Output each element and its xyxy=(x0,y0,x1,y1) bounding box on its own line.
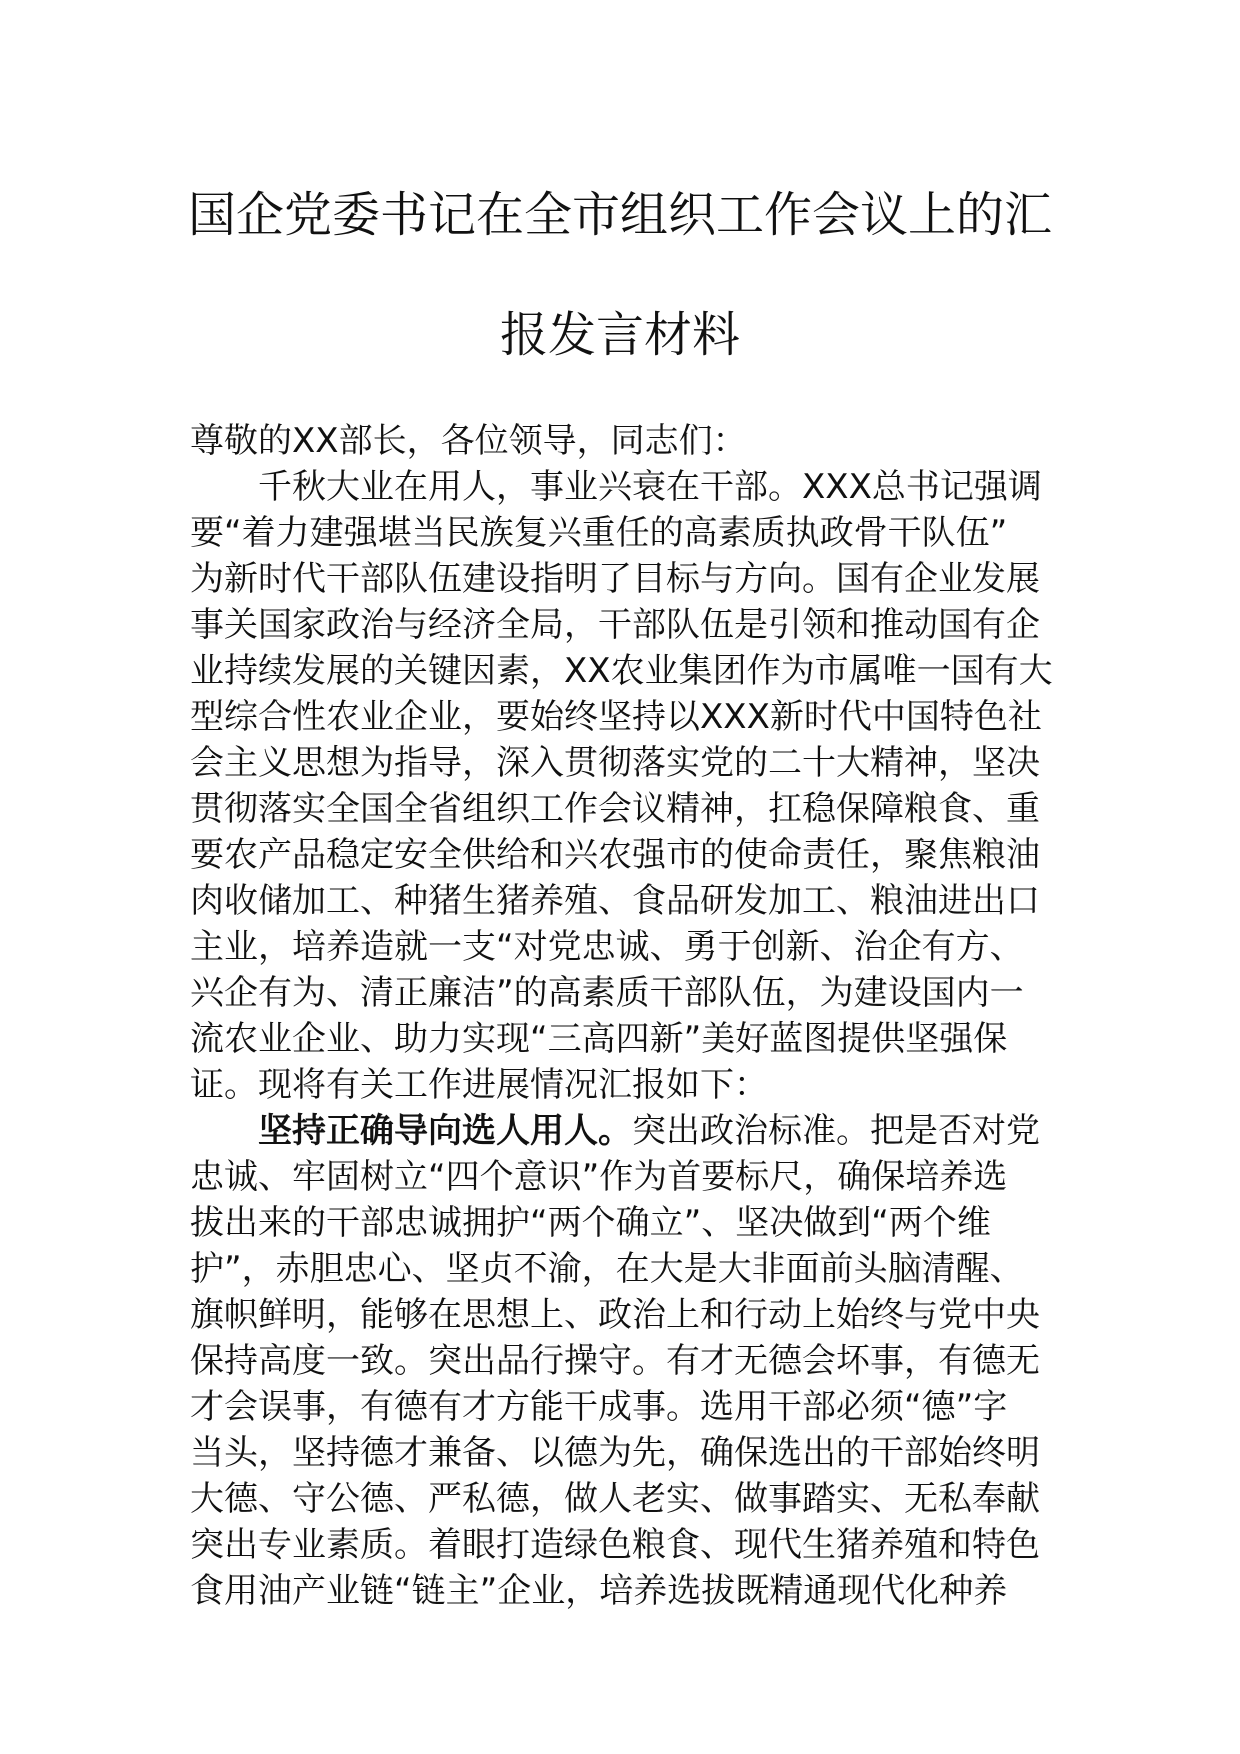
paragraph-line: 才会误事，有德有才方能干成事。选用干部必须“德”字 xyxy=(190,1387,1008,1427)
paragraph-line: 食用油产业链“链主”企业，培养选拔既精通现代化种养 xyxy=(190,1571,1008,1611)
paragraph-line: 事关国家政治与经济全局，干部队伍是引领和推动国有企 xyxy=(190,605,1040,645)
paragraph-line: 忠诚、牢固树立“四个意识”作为首要标尺，确保培养选 xyxy=(190,1157,1008,1197)
paragraph-line: 大德、守公德、严私德，做人老实、做事踏实、无私奉献 xyxy=(190,1479,1040,1519)
paragraph-line: 拔出来的干部忠诚拥护“两个确立”、坚决做到“两个维 xyxy=(190,1203,991,1243)
paragraph-line: 兴企有为、清正廉洁”的高素质干部队伍，为建设国内一 xyxy=(190,973,1024,1013)
section-1 xyxy=(190,1108,1060,1614)
paragraph-line: 主业，培养造就一支“对党忠诚、勇于创新、治企有方、 xyxy=(190,927,1024,967)
paragraph-line: 流农业企业、助力实现“三高四新”美好蓝图提供坚强保 xyxy=(190,1019,1008,1059)
paragraph-line: 护”，赤胆忠心、坚贞不渝，在大是大非面前头脑清醒、 xyxy=(190,1249,1024,1289)
paragraph-line: 业持续发展的关键因素，XX农业集团作为市属唯一国有大 xyxy=(190,651,1053,691)
section-1-first-line xyxy=(190,1108,1060,1154)
paragraph-line: 为新时代干部队伍建设指明了目标与方向。国有企业发展 xyxy=(190,559,1040,599)
document-body xyxy=(190,418,1060,1614)
paragraph-line: 突出专业素质。着眼打造绿色粮食、现代生猪养殖和特色 xyxy=(190,1525,1040,1565)
paragraph-line: 旗帜鲜明，能够在思想上、政治上和行动上始终与党中央 xyxy=(190,1295,1040,1335)
section-1-first-line-text: 突出政治标准。把是否对党 xyxy=(632,1111,1040,1151)
salutation: 尊敬的XX部长，各位领导，同志们： xyxy=(190,421,747,461)
paragraph-line: 保持高度一致。突出品行操守。有才无德会坏事，有德无 xyxy=(190,1341,1040,1381)
document-title-line-1: 国企党委书记在全市组织工作会议上的汇 xyxy=(187,187,1052,243)
paragraph-line: 千秋大业在用人，事业兴衰在干部。XXX总书记强调 xyxy=(258,467,1042,507)
paragraph-line: 会主义思想为指导，深入贯彻落实党的二十大精神，坚决 xyxy=(190,743,1040,783)
paragraph-line: 要“着力建强堪当民族复兴重任的高素质执政骨干队伍” xyxy=(190,513,1008,553)
paragraph-line: 肉收储加工、种猪生猪养殖、食品研发加工、粮油进出口 xyxy=(190,881,1040,921)
document-title-line-2: 报发言材料 xyxy=(499,307,740,363)
section-1-heading: 坚持正确导向选人用人。 xyxy=(258,1111,632,1151)
paragraph-1 xyxy=(190,464,1060,1108)
paragraph-line: 型综合性农业企业，要始终坚持以XXX新时代中国特色社 xyxy=(190,697,1042,737)
paragraph-line: 证。现将有关工作进展情况汇报如下： xyxy=(190,1065,768,1105)
paragraph-line: 贯彻落实全国全省组织工作会议精神，扛稳保障粮食、重 xyxy=(190,789,1040,829)
paragraph-line: 当头，坚持德才兼备、以德为先，确保选出的干部始终明 xyxy=(190,1433,1040,1473)
paragraph-line: 要农产品稳定安全供给和兴农强市的使命责任，聚焦粮油 xyxy=(190,835,1040,875)
